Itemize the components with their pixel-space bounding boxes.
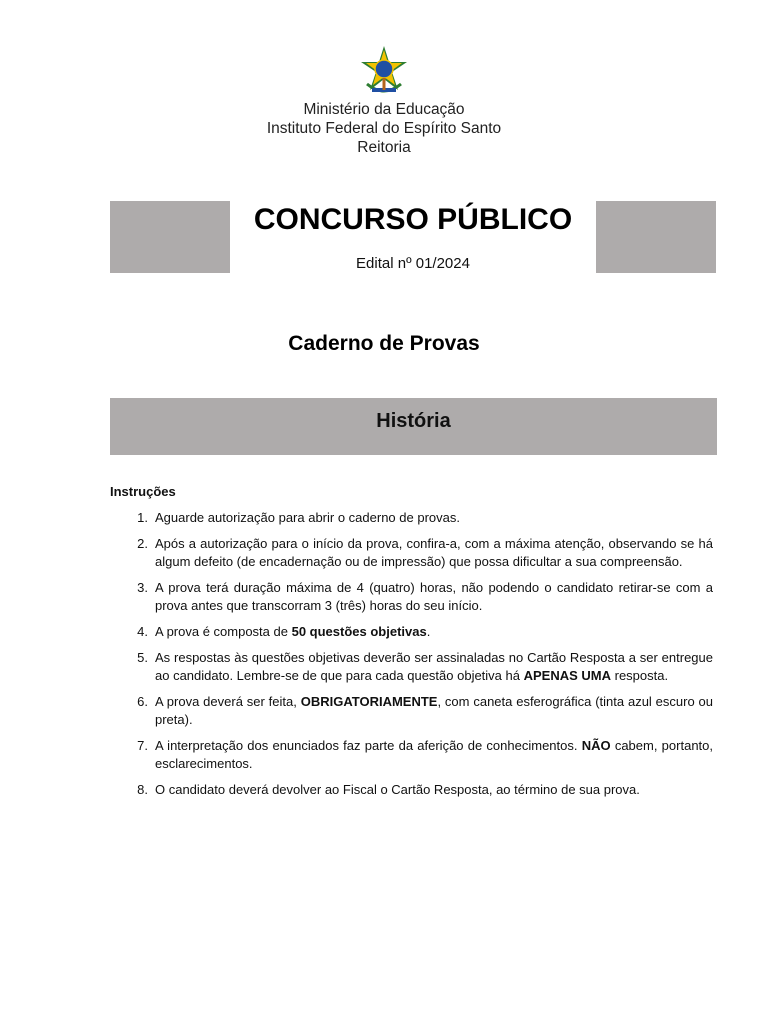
edital-number: Edital nº 01/2024 (356, 255, 470, 272)
institution-header (0, 100, 768, 157)
left-grey-box (110, 201, 230, 273)
item-text: Aguarde autorização para abrir o caderno de provas. (155, 510, 460, 525)
item-text-pre: As respostas às questões objetivas deverão ser assinaladas no Cartão Resposta a ser entregue ao candidato. Lembre-se de que para cada questão objetiva há (155, 650, 713, 683)
item-text-post: . (426, 624, 431, 639)
institute-name: Instituto Federal do Espírito Santo (266, 120, 502, 137)
item-text-bold: OBRIGATORIAMENTE (300, 694, 438, 709)
item-number: 6. (137, 694, 148, 709)
item-text-bold: 50 questões objetivas (291, 624, 427, 639)
item-text-pre: A prova deverá ser feita, (155, 694, 301, 709)
instructions-heading: Instruções (110, 484, 176, 499)
item-text-post: resposta. (611, 668, 669, 683)
item-text: O candidato deverá devolver ao Fiscal o Cartão Resposta, ao término de sua prova. (155, 782, 640, 797)
item-number: 1. (137, 510, 148, 525)
item-text-pre: A interpretação dos enunciados faz parte da aferição de conhecimentos. (155, 738, 582, 753)
right-grey-box (596, 201, 716, 273)
instruction-item (110, 535, 713, 571)
item-number: 4. (137, 624, 148, 639)
item-text-bold: NÃO (581, 738, 611, 753)
item-text-bold: APENAS UMA (523, 668, 612, 683)
document-type: Caderno de Provas (288, 332, 480, 355)
instruction-item (110, 649, 713, 685)
department-name: Reitoria (357, 139, 411, 156)
item-number: 5. (137, 650, 148, 665)
instruction-item (110, 781, 713, 799)
instruction-item (110, 693, 713, 729)
item-number: 7. (137, 738, 148, 753)
instruction-item (110, 579, 713, 615)
instruction-item (110, 509, 713, 527)
coat-of-arms-icon (357, 44, 411, 98)
item-number: 2. (137, 536, 148, 551)
instruction-item (110, 737, 713, 773)
item-number: 8. (137, 782, 148, 797)
instructions-list (110, 509, 713, 807)
subject-title: História (376, 410, 451, 432)
page-title: CONCURSO PÚBLICO (253, 203, 573, 236)
ministry-name: Ministério da Educação (303, 101, 465, 118)
item-text-pre: A prova é composta de (155, 624, 292, 639)
item-text-post: , com caneta esferográfica (tinta azul escuro ou preta). (155, 694, 713, 727)
item-text: A prova terá duração máxima de 4 (quatro) horas, não podendo o candidato retirar-se com a prova antes que transcorram 3 (três) horas do seu início. (155, 580, 713, 613)
item-text: Após a autorização para o início da prova, confira-a, com a máxima atenção, observando se há algum defeito (de encadernação ou de impressão) que possa dificultar a sua compreensão. (155, 536, 713, 569)
item-number: 3. (137, 580, 148, 595)
instruction-item (110, 623, 713, 641)
item-text-post: cabem, portanto, esclarecimentos. (155, 738, 713, 771)
